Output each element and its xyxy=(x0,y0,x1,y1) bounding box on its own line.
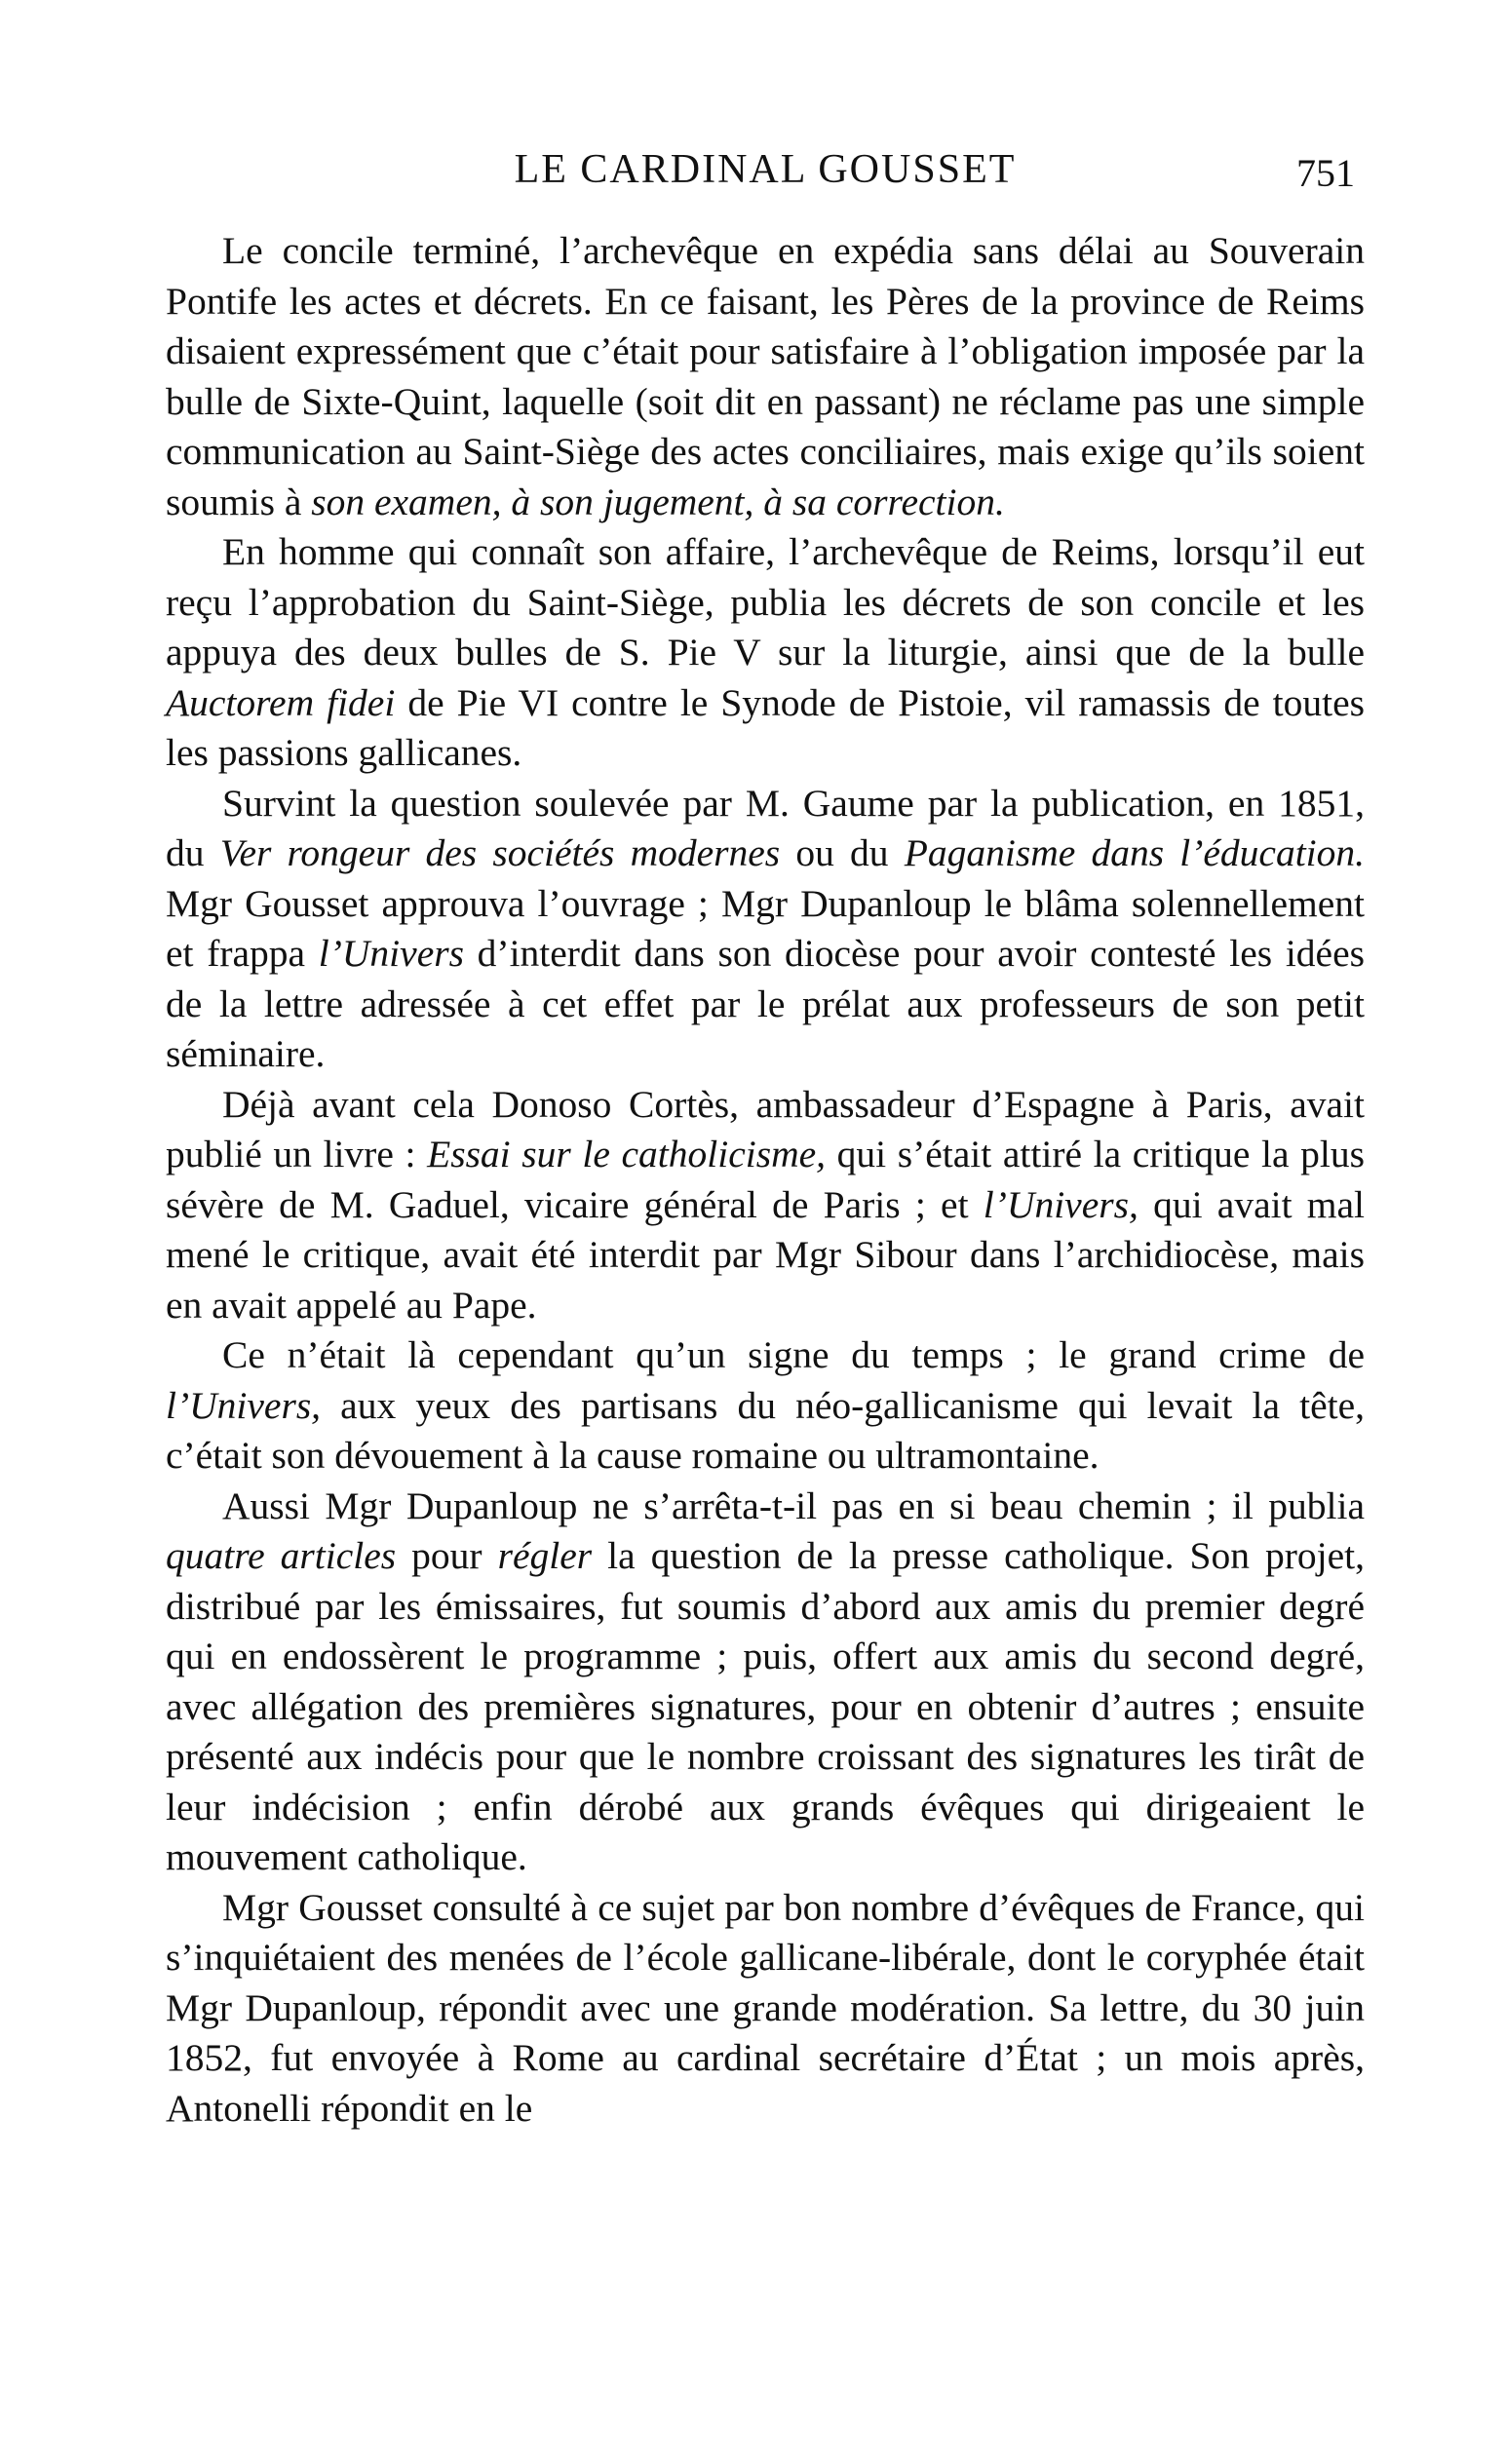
text-run: Ce n’était là cependant qu’un signe du temps ; le grand crime de xyxy=(222,1333,1365,1376)
text-run: Aussi Mgr Dupanloup ne s’arrêta-t-il pas en si beau chemin ; il publia xyxy=(222,1483,1365,1527)
text-run: aux yeux des partisans du néo-gallicanisme qui levait la tête, c’était son dévouement à la cause romaine ou ultramontaine. xyxy=(166,1383,1365,1477)
paragraph xyxy=(166,779,1365,1080)
text-run: Survint la question soulevée par M. Gaume par la publication, en 1851, du xyxy=(166,781,1365,874)
paragraph xyxy=(166,1482,1365,1883)
paragraph xyxy=(166,1330,1365,1482)
text-run: Déjà avant cela Donoso Cortès, ambassadeur d’Espagne à Paris, avait publié un livre : xyxy=(166,1082,1365,1175)
italic-text: quatre articles xyxy=(166,1534,397,1577)
text-run: En homme qui connaît son affaire, l’archevêque de Reims, lorsqu’il eut reçu l’approbation du Saint-Siège, publia les décrets de son concile et les appuya des deux bulles de S. Pie V sur la liturgie, ainsi que de la bulle xyxy=(166,530,1365,674)
italic-text: Auctorem fidei xyxy=(166,680,396,724)
text-run: Mgr Gousset approuva l’ouvrage ; Mgr Dupanloup le blâma solennellement et frappa xyxy=(166,881,1365,975)
text-run: de Pie VI contre le Synode de Pistoie, vil ramassis de toutes les passions gallicanes. xyxy=(166,680,1365,774)
body-text xyxy=(166,226,1365,2134)
italic-text: Ver rongeur des sociétés modernes xyxy=(219,831,781,874)
text-run: qui s’était attiré la critique la plus sévère de M. Gaduel, vicaire général de Paris ; et xyxy=(166,1133,1365,1226)
italic-text: l’Univers, xyxy=(166,1383,322,1427)
italic-text: l’Univers xyxy=(318,932,464,975)
paragraph xyxy=(166,226,1365,527)
running-title: LE CARDINAL GOUSSET xyxy=(514,147,1017,192)
text-run: Le concile terminé, l’archevêque en expédia sans délai au Souverain Pontife les actes et décrets. En ce faisant, les Pères de la province de Reims disaient expressément que c’était pour satisfaire à l’obligation imposée par la bulle de Sixte-Quint, laquelle (soit dit en passant) ne réclame pas une simple communication au Saint-Siège des actes conciliaires, mais exige qu’ils soient soumis à xyxy=(166,229,1365,523)
text-run: qui avait mal mené le critique, avait été interdit par Mgr Sibour dans l’archidiocèse, mais en avait appelé au Pape. xyxy=(166,1182,1366,1327)
paragraph xyxy=(166,527,1365,779)
text-run: pour xyxy=(396,1534,498,1577)
italic-text: Paganisme dans l’éducation. xyxy=(904,831,1366,874)
italic-text: l’Univers, xyxy=(983,1182,1138,1226)
text-run: ou du xyxy=(780,831,905,874)
italic-text: Essai sur le catholicisme, xyxy=(427,1133,827,1175)
paragraph xyxy=(166,1080,1365,1331)
text-run: Mgr Gousset consulté à ce sujet par bon nombre d’évêques de France, qui s’inquiétaient des menées de l’école gallicane-libérale, dont le coryphée était Mgr Dupanloup, répondit avec une grande modération. Sa lettre, du 30 juin 1852, fut envoyée à Rome au cardinal secrétaire d’État ; un mois après, Antonelli répondit en le xyxy=(166,1885,1365,2130)
page-number: 751 xyxy=(1296,151,1355,195)
running-head xyxy=(166,146,1365,205)
italic-text: son examen, à son jugement, à sa correction. xyxy=(311,480,1005,523)
italic-text: régler xyxy=(497,1534,593,1577)
text-run: la question de la presse catholique. Son projet, distribué par les émissaires, fut soumis d’abord aux amis du premier degré qui en endossèrent le programme ; puis, offert aux amis du second degré, avec allégation des premières signatures, pour en obtenir d’autres ; ensuite présenté aux indécis pour que le nombre croissant des signatures les tirât de leur indécision ; enfin dérobé aux grands évêques qui dirigeaient le mouvement catholique. xyxy=(166,1534,1366,1878)
text-run: d’interdit dans son diocèse pour avoir contesté les idées de la lettre adressée à cet effet par le prélat aux professeurs de son petit séminaire. xyxy=(166,932,1365,1075)
paragraph xyxy=(166,1883,1365,2135)
